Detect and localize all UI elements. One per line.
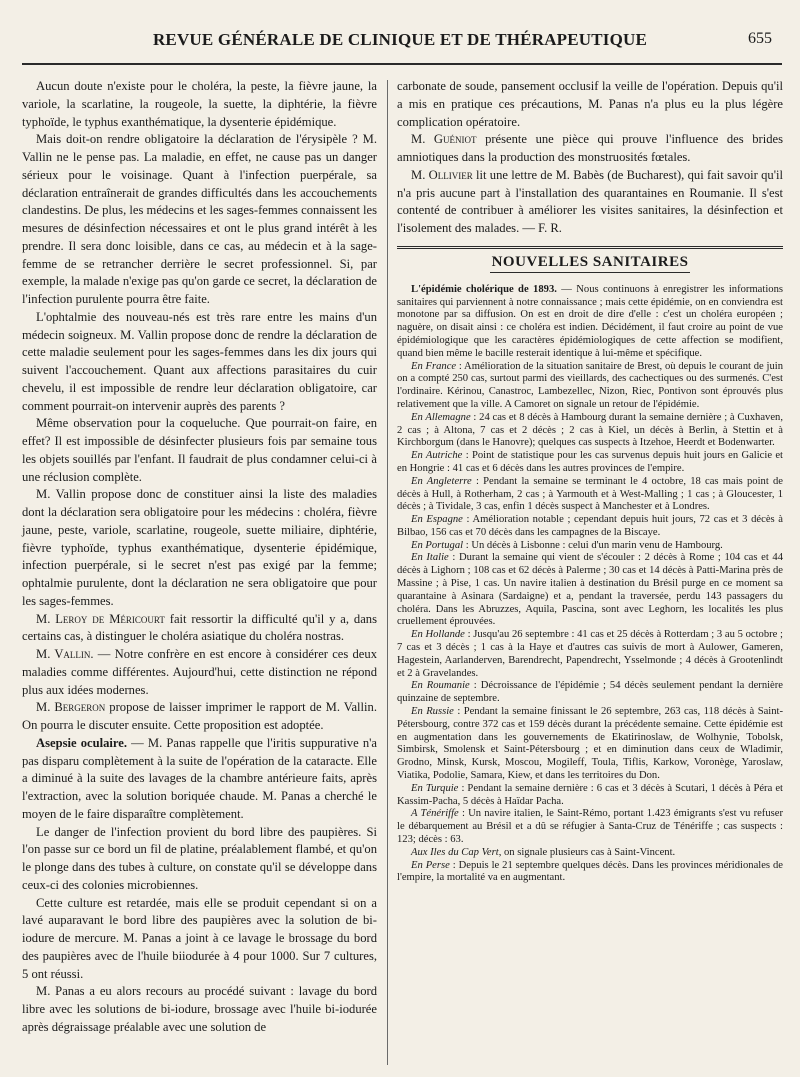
paragraph	[397, 450, 783, 476]
paragraph-text: : Jusqu'au 26 septembre : 41 cas et 25 décès à Rotterdam ; 3 au 5 octobre ; 7 cas et 3 décès ; 1 cas à la Haye et d'autres cas suivis de mort à Aulower, Gameren, Hagestein, Aarlanderven, Barendrecht, Papendrecht, Ysselmonde ; 4 décès à Grootenlindt et 2 à Gravelandes.	[397, 629, 783, 679]
country-label: A Ténériffe	[411, 808, 459, 820]
paragraph	[22, 486, 377, 610]
paragraph	[397, 476, 783, 514]
paragraph	[22, 824, 377, 895]
paragraph-text: Cette culture est retardée, mais elle se produit cependant si on a lavé auparavant le bord libre des paupières avec la solution de bi-iodure de mercure. M. Panas a joint à ce lavage le brossage du bord des paupières avec de l'huile biiodurée à 4 pour 1000. Sur 7 cultures, 5 ont réussi.	[22, 895, 377, 981]
country-label: En Perse	[411, 859, 450, 871]
paragraph	[397, 680, 783, 706]
country-label: En Espagne	[411, 514, 463, 526]
paragraph	[397, 540, 783, 553]
country-label: En Autriche	[411, 450, 463, 462]
speaker-name: M. Guéniot	[411, 132, 477, 147]
country-label: En Roumanie	[411, 680, 470, 692]
paragraph-text: : Pendant la semaine se terminant le 4 octobre, 18 cas mais point de décès à Hull, à Rotherham, 2 cas ; à Yarmouth et à West-Malling ; 1 cas ; à Gloucester, 1 décès ; à Tividale, 3 cas, enfin 1 décès suspect à Manchester et à Londres.	[397, 475, 783, 513]
paragraph	[397, 552, 783, 629]
country-label: En Italie	[411, 552, 449, 564]
paragraph-text: : Un décès à Lisbonne : celui d'un marin venu de Hambourg.	[463, 539, 723, 551]
country-label: En Russie	[411, 706, 454, 718]
paragraph-text: L'ophtalmie des nouveau-nés est très rare entre les mains d'un médecin soigneux. M. Vallin propose donc de rendre la déclaration de cette maladie seulement pour les sages-femmes dans les dix jours qui suivent l'accouchement. Quant aux affections parasitaires du cuir chevelu, il est impossible de rendre leur déclaration obligatoire, car comment pourrait-on intervenir auprès des parents ?	[22, 309, 377, 413]
paragraph-text: : 24 cas et 8 décès à Hambourg durant la semaine dernière ; à Cuxhaven, 2 cas ; à Altona, 7 cas et 2 décès ; 2 cas à Kiel, un décès à Berlin, à Stettin et à Kirchborgum (dans le Hanovre); quelques cas suspects à Itzehoe, Heerdt et Bodenwarter.	[397, 411, 783, 449]
paragraph	[22, 131, 377, 309]
running-head	[20, 22, 780, 50]
paragraph-text: Le danger de l'infection provient du bord libre des paupières. Si l'on passe sur ce bord un fil de platine, préalablement flambé, et qu'on le plonge dans des tubes à culture, on constate qu'il se développe dans ceux-ci des colonies microbiennes.	[22, 824, 377, 892]
paragraph-text: lit une lettre de M. Babès (de Bucharest), qui fait savoir qu'il n'a pris aucune part à l'installation des quarantaines en Roumanie. Il s'est contenté de contribuer à améliorer les visites sanitaires, la désinfection et l'isolement des malades. — F. R.	[397, 167, 783, 235]
paragraph	[397, 412, 783, 450]
paragraph	[22, 699, 377, 735]
paragraph	[22, 735, 377, 824]
paragraph	[397, 284, 783, 361]
country-label: En Allemagne	[411, 411, 471, 423]
run-in-heading: L'épidémie cholérique de 1893.	[411, 283, 557, 295]
run-in-heading: Asepsie oculaire.	[36, 735, 128, 750]
country-label: En France	[411, 360, 457, 372]
paragraph-text: Même observation pour la coqueluche. Que pourrait-on faire, en effet? Il est impossible de désinfecter plusieurs fois par semaine tous les objets souillés par l'enfant. Il faudrait de plus condamner celui-ci à une réclusion complète.	[22, 416, 377, 484]
paragraph	[397, 167, 783, 238]
paragraph-text: — M. Panas rappelle que l'iritis suppurative n'a pas disparu complètement à la suite de l'opération de la cataracte. Elle a diminué à la suite des lavages de la chambre antérieure faits, après l'extraction, avec la solution boriquée chaude. M. Panas a cherché le moyen de le faire disparaître complètement.	[22, 735, 377, 821]
paragraph	[22, 78, 377, 131]
paragraph	[397, 783, 783, 809]
header-rule	[22, 63, 782, 65]
paragraph-text: carbonate de soude, pansement occlusif la veille de l'opération. Depuis qu'il a mis en pratique ces précautions, M. Panas n'a plus eu la plus légère complication opératoire.	[397, 79, 783, 129]
page-number: 655	[748, 30, 772, 47]
paragraph-text: — Nous continuons à enregistrer les informations sanitaires qui parviennent à notre connaissance ; mais cette épidémie, on en conviendra est monotone par sa diffusion. On est en droit de dire d'elle : c'est un choléra européen ; naguère, on disait ainsi : ce choléra est indien. Décidément, il faut croire au point de vue épidémiologique que les caractères épidémiologiques de cette affection se modifient, quand bien même le bacille resterait identique à lui-même et spécifique.	[397, 283, 783, 359]
paragraph-text: : Durant la semaine qui vient de s'écouler : 2 décès à Rome ; 104 cas et 44 décès à Lighorn ; 108 cas et 62 décès à Palerme ; 30 cas et 14 décès à Patti-Marina près de Massine ; à Pise, 1 cas. Un navire italien à destination du Brésil purge en ce moment sa quarantaine à Asinara (Sardaigne) et a, pendant la traversée, perdu 143 passagers du choléra. Dans les Abruzzes, Aquila, Pascina, sont avec Leghorn, les localités les plus cruellement éprouvées.	[397, 552, 783, 628]
paragraph	[22, 895, 377, 984]
paragraph-text: : Un navire italien, le Saint-Rémo, portant 1.423 émigrants s'est vu refuser le débarquement au Brésil et a dû se réfugier à Santa-Cruz de Ténériffe ; cas suspects : 123; décès : 63.	[397, 808, 783, 846]
country-label: En Turquie	[411, 782, 459, 794]
section-title: NOUVELLES SANITAIRES	[490, 254, 691, 273]
paragraph-text: présente une pièce qui prouve l'influence des brides amniotiques dans la production des monstruosités fœtales.	[397, 132, 783, 164]
paragraph-text: : Amélioration de la situation sanitaire de Brest, où depuis le courant de juin on a compté 250 cas, surtout parmi des vieillards, des cachectiques ou des surmenés. C'est l'ordinaire. Kérinou, Canastroc, Lambezellec, Nizon, Riec, Pontivon sont éprouvés plus relativement que la ville. A Camoret on signale un retour de l'épidémie.	[397, 360, 783, 410]
section-header	[397, 246, 783, 276]
paragraph	[397, 361, 783, 412]
paragraph	[22, 611, 377, 647]
speaker-name: M. Vallin.	[36, 647, 94, 661]
speaker-name: M. Leroy de Méricourt	[36, 611, 165, 626]
column-divider	[387, 80, 388, 1065]
paragraph	[22, 983, 377, 1036]
paragraph	[397, 847, 783, 860]
paragraph-text: M. Vallin propose donc de constituer ainsi la liste des maladies dont la déclaration sera obligatoire pour les médecins : choléra, fièvre jaune, peste, variole, scarlatine, rougeole, suette miliaire, diphtérie, fièvre typhoïde, typhus exanthématique, dysenterie épidémique, infection puerpérale, si le secret n'est pas exigé par la femme; ophtalmie purulente, dont la déclaration ne sera obligatoire que pour les sages-femmes.	[22, 487, 377, 608]
paragraph-text: : Point de statistique pour les cas survenus depuis huit jours en Galicie et en Hongrie : 41 cas et 6 décès dans les autres provinces de l'empire.	[397, 450, 783, 474]
sanitary-news-list	[397, 284, 783, 885]
paragraph-text: : Depuis le 21 septembre quelques décès. Dans les provinces méridionales de l'empire, la mortalité va en augmentant.	[397, 859, 783, 884]
paragraph-text: Mais doit-on rendre obligatoire la déclaration de l'érysipèle ? M. Vallin ne le pense pas. La maladie, en effet, ne cause pas un danger sérieux pour le voisinage. Quant à l'infection puerpérale, sa déclaration entraînerait de grandes difficultés dans les accouchements clandestins. De plus, les médecins et les sages-femmes connaissent les mesures de désinfection nécessaires et ont le plus grand intérêt à les prendre. Il sera donc loisible, dans ce cas, au médecin et à la sage-femme de se retrancher derrière le secret professionnel. Si, par exemple, la malade n'exige pas qu'on garde ce secret, la déclaration de l'infection purulente pourra être faite.	[22, 132, 377, 306]
country-label: En Angleterre	[411, 475, 472, 487]
paragraph-text: Aucun doute n'existe pour le choléra, la peste, la fièvre jaune, la variole, la scarlatine, la rougeole, la suette, la diphtérie, la fièvre typhoïde, le typhus exanthématique, la dysenterie épidémique.	[22, 79, 377, 129]
country-label: En Hollande	[411, 629, 465, 641]
paragraph	[22, 415, 377, 486]
paragraph	[397, 808, 783, 846]
paragraph	[397, 131, 783, 167]
paragraph-text: fait ressortir la difficulté qu'il y a, dans certains cas, à distinguer le choléra asiatique du choléra nostras.	[22, 611, 377, 644]
left-column	[22, 78, 377, 1037]
paragraph-text: : Décroissance de l'épidémie ; 54 décès seulement pendant la dernière quinzaine de septembre.	[397, 680, 783, 705]
paragraph	[397, 629, 783, 680]
paragraph-text: , on signale plusieurs cas à Saint-Vincent.	[498, 846, 676, 858]
right-column-continuation	[397, 78, 783, 238]
paragraph-text: — Notre confrère en est encore à considérer ces deux maladies comme différentes. Aujourd'hui, cette distinction ne répond plus aux idées modernes.	[22, 647, 377, 697]
paragraph-text: : Pendant la semaine dernière : 6 cas et 3 décès à Scutari, 1 décès à Péra et Kassim-Pacha, 5 décès à Haïdar Pacha.	[397, 782, 783, 807]
speaker-name: M. Bergeron	[36, 700, 106, 715]
paragraph	[22, 309, 377, 416]
paragraph-text: : Amélioration notable ; cependant depuis huit jours, 72 cas et 3 décès à Bilbao, 156 cas et 70 décès dans les campagnes de la Biscaye.	[397, 514, 783, 538]
speaker-name: M. Ollivier	[411, 167, 473, 182]
paragraph	[397, 706, 783, 783]
country-label: Aux Iles du Cap Vert	[411, 846, 499, 858]
paragraph	[22, 646, 377, 699]
country-label: En Portugal	[411, 539, 464, 551]
paragraph	[397, 78, 783, 131]
paragraph-text: M. Panas a eu alors recours au procédé suivant : lavage du bord libre avec les solutions de bi-iodure, brossage avec l'huile bi-iodurée après dégraissage préalable avec une solution de	[22, 984, 377, 1034]
paragraph-text: : Pendant la semaine finissant le 26 septembre, 263 cas, 118 décès à Saint-Pétersbourg, contre 372 cas et 159 décès durant la précédente semaine. Cette épidémie est en augmentation dans les gouvernements de Ekatirinoslaw, de Wolhynie, Tobolsk, Simbirsk, Smolensk et Saint-Pétersbourg ; et en diminution dans ceux de Wladimir, Grodno, Minsk, Kursk, Moscou, Mogileff, Toula, Tiflis, Karkow, Voronège, Yaroslaw, Viatika, Podolie, Samara, Kiew, et dans les territoires du Don.	[397, 706, 783, 782]
paragraph-text: propose de laisser imprimer le rapport de M. Vallin. On pourra le discuter ensuite. Cette proposition est adoptée.	[22, 700, 377, 732]
journal-title: REVUE GÉNÉRALE DE CLINIQUE ET DE THÉRAPEUTIQUE	[152, 30, 648, 49]
right-column	[397, 78, 783, 885]
paragraph	[397, 860, 783, 886]
paragraph	[397, 514, 783, 540]
